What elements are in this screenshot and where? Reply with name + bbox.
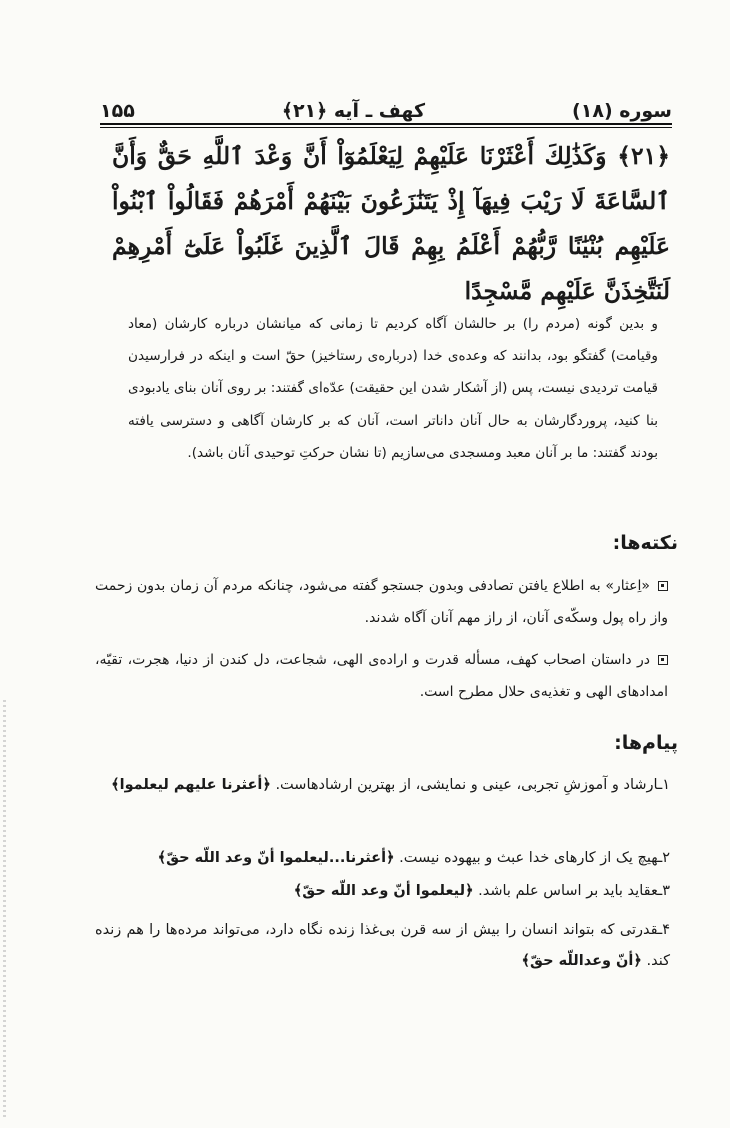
page-number: ۱۵۵	[100, 100, 135, 122]
bullet-square-icon	[658, 581, 668, 591]
messages-heading: پیام‌ها:	[614, 732, 678, 754]
message-item: ۳ـعقاید باید بر اساس علم باشد. ﴿لیعلموا أنّ وعد اللّه حقّ﴾	[293, 883, 670, 899]
bullet-square-icon	[658, 655, 668, 665]
quote: ﴿أنّ وعداللّه حقّ﴾	[521, 953, 642, 969]
header-rule-thin	[100, 127, 672, 128]
message-item: ۱ـارشاد و آموزشِ تجربی، عینی و نمایشی، از بهترین ارشادهاست. ﴿أعثرنا علیهم لیعلموا﴾	[111, 777, 670, 793]
binding-edge	[3, 700, 6, 1120]
quote: ﴿أعثرنا...لیعلموا أنّ وعد اللّه حقّ﴾	[157, 850, 395, 866]
chapter-verse-title: کهف ـ آیه ﴿۲۱﴾	[281, 100, 426, 122]
message-item: ۲ـهیچ یک از کارهای خدا عبث و بیهوده نیست. ﴿أعثرنا...لیعلموا أنّ وعد اللّه حقّ﴾	[157, 850, 670, 866]
note-item: در داستان اصحاب کهف، مسأله قدرت و اراده‌ی الهی، شجاعت، دل کندن از دنیا، هجرت، تقیّه، امدادهای الهی و تغذیه‌ی حلال مطرح است.	[95, 652, 668, 700]
surah-label: سوره (۱۸)	[572, 100, 672, 122]
message-item: ۴ـقدرتی که بتواند انسان را بیش از سه قرن بی‌غذا زنده نگاه دارد، می‌تواند مرده‌ها را هم زنده کند. ﴿أنّ وعداللّه حقّ﴾	[95, 922, 670, 969]
note-item: «اِعثار» به اطلاع یافتن تصادفی وبدون جستجو گفته می‌شود، چنانکه مردم آن زمان بدون زحمت واز راه پول وسکّه‌ی آنان، از راز مهم آنان آگاه شدند.	[95, 578, 668, 626]
header-rule	[100, 123, 672, 125]
quote: ﴿لیعلموا أنّ وعد اللّه حقّ﴾	[293, 883, 474, 899]
quote: ﴿أعثرنا علیهم لیعلموا﴾	[111, 777, 271, 793]
verse-translation: و بدین گونه (مردم را) بر حالشان آگاه کردیم تا زمانی که میانشان درباره کارشان (معاد وقیامت) گفتگو بود، بدانند که وعده‌ی خدا (درباره‌ی رستاخیز) حقّ است و اینکه در فرارسیدن قیامت تردیدی نیست، پس (از آشکار شدن این حقیقت) عدّه‌ای گفتند: بر روی آنان بنای یادبودی بنا کنید، پروردگارشان به حال آنان داناتر است، آنان که بر کارشان آگاهی و دسترسی یافته بودند گفتند: ما بر آنان معبد ومسجدی می‌سازیم (تا نشان حرکتِ توحیدی آنان باشد).	[128, 316, 658, 461]
notes-heading: نکته‌ها:	[612, 532, 678, 554]
quran-verse: ﴿۲۱﴾ وَكَذَٰلِكَ أَعْثَرْنَا عَلَيْهِمْ لِيَعْلَمُوٓاْ أَنَّ وَعْدَ ٱللَّهِ حَقٌّ وَأَنَّ ٱلسَّاعَةَ لَا رَيْبَ فِيهَآ إِذْ يَتَنَٰزَعُونَ بَيْنَهُمْ أَمْرَهُمْ فَقَالُواْ ٱبْنُواْ عَلَيْهِم بُنْيَٰنًا رَّبُّهُمْ أَعْلَمُ بِهِمْ قَالَ ٱلَّذِينَ غَلَبُواْ عَلَىٰٓ أَمْرِهِمْ لَنَتَّخِذَنَّ عَلَيْهِم مَّسْجِدًا	[112, 142, 670, 305]
page-header	[100, 88, 672, 122]
